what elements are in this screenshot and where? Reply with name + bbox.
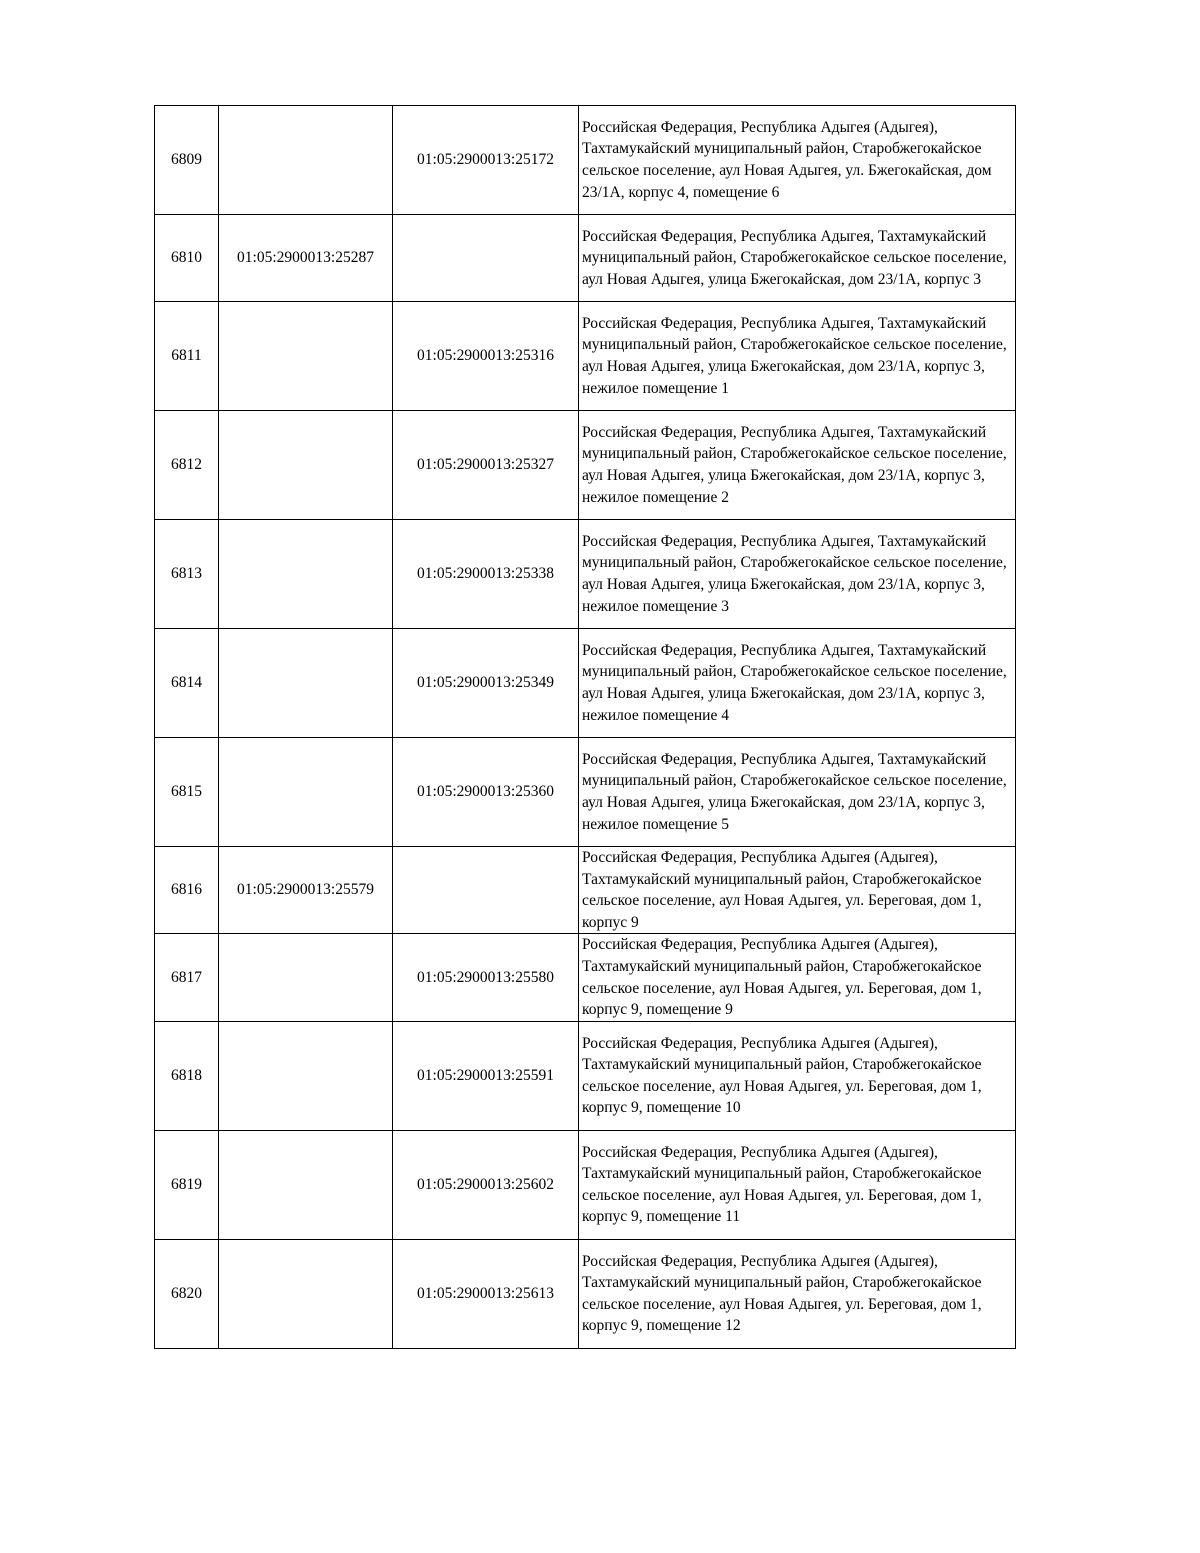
address-cell: Российская Федерация, Республика Адыгея (Адыгея), Тахтамукайский муниципальный район, Старобжегокайское сельское поселение, аул Новая Адыгея, ул. Береговая, дом 1, корпус 9, помещение 9 xyxy=(579,934,1016,1021)
row-number: 6817 xyxy=(155,934,219,1021)
cadastral-number-building xyxy=(219,1021,393,1130)
row-number: 6819 xyxy=(155,1130,219,1239)
row-number: 6809 xyxy=(155,106,219,215)
table-row xyxy=(155,520,1016,629)
table-row xyxy=(155,215,1016,302)
address-cell: Российская Федерация, Республика Адыгея, Тахтамукайский муниципальный район, Старобжегокайское сельское поселение, аул Новая Адыгея, улица Бжегокайская, дом 23/1А, корпус 3, нежилое помещение 1 xyxy=(579,302,1016,411)
cadastral-number-premises: 01:05:2900013:25591 xyxy=(393,1021,579,1130)
address-cell: Российская Федерация, Республика Адыгея, Тахтамукайский муниципальный район, Старобжегокайское сельское поселение, аул Новая Адыгея, улица Бжегокайская, дом 23/1А, корпус 3, нежилое помещение 2 xyxy=(579,411,1016,520)
cadastral-number-building: 01:05:2900013:25287 xyxy=(219,215,393,302)
cadastral-number-premises xyxy=(393,847,579,934)
cadastral-number-building xyxy=(219,1130,393,1239)
row-number: 6813 xyxy=(155,520,219,629)
table-row xyxy=(155,302,1016,411)
cadastral-number-premises: 01:05:2900013:25316 xyxy=(393,302,579,411)
cadastral-number-premises: 01:05:2900013:25338 xyxy=(393,520,579,629)
address-cell: Российская Федерация, Республика Адыгея (Адыгея), Тахтамукайский муниципальный район, Старобжегокайское сельское поселение, аул Новая Адыгея, ул. Береговая, дом 1, корпус 9 xyxy=(579,847,1016,934)
row-number: 6810 xyxy=(155,215,219,302)
cadastral-number-premises: 01:05:2900013:25349 xyxy=(393,629,579,738)
row-number: 6812 xyxy=(155,411,219,520)
cadastral-number-building xyxy=(219,106,393,215)
cadastral-number-building xyxy=(219,1239,393,1348)
cadastral-number-building xyxy=(219,934,393,1021)
table-row xyxy=(155,411,1016,520)
table-row xyxy=(155,1021,1016,1130)
cadastral-number-premises: 01:05:2900013:25613 xyxy=(393,1239,579,1348)
cadastral-number-premises: 01:05:2900013:25602 xyxy=(393,1130,579,1239)
address-cell: Российская Федерация, Республика Адыгея (Адыгея), Тахтамукайский муниципальный район, Старобжегокайское сельское поселение, аул Новая Адыгея, ул. Бжегокайская, дом 23/1А, корпус 4, помещение 6 xyxy=(579,106,1016,215)
cadastral-number-premises: 01:05:2900013:25360 xyxy=(393,738,579,847)
cadastral-number-building xyxy=(219,629,393,738)
property-table xyxy=(154,105,1016,1349)
address-cell: Российская Федерация, Республика Адыгея, Тахтамукайский муниципальный район, Старобжегокайское сельское поселение, аул Новая Адыгея, улица Бжегокайская, дом 23/1А, корпус 3 xyxy=(579,215,1016,302)
address-cell: Российская Федерация, Республика Адыгея (Адыгея), Тахтамукайский муниципальный район, Старобжегокайское сельское поселение, аул Новая Адыгея, ул. Береговая, дом 1, корпус 9, помещение 11 xyxy=(579,1130,1016,1239)
cadastral-number-premises: 01:05:2900013:25327 xyxy=(393,411,579,520)
property-table-body xyxy=(155,106,1016,1349)
address-cell: Российская Федерация, Республика Адыгея, Тахтамукайский муниципальный район, Старобжегокайское сельское поселение, аул Новая Адыгея, улица Бжегокайская, дом 23/1А, корпус 3, нежилое помещение 3 xyxy=(579,520,1016,629)
cadastral-number-building: 01:05:2900013:25579 xyxy=(219,847,393,934)
table-row xyxy=(155,738,1016,847)
address-cell: Российская Федерация, Республика Адыгея, Тахтамукайский муниципальный район, Старобжегокайское сельское поселение, аул Новая Адыгея, улица Бжегокайская, дом 23/1А, корпус 3, нежилое помещение 5 xyxy=(579,738,1016,847)
cadastral-number-building xyxy=(219,520,393,629)
cadastral-number-premises: 01:05:2900013:25172 xyxy=(393,106,579,215)
cadastral-number-building xyxy=(219,411,393,520)
table-row xyxy=(155,629,1016,738)
row-number: 6814 xyxy=(155,629,219,738)
table-row xyxy=(155,106,1016,215)
address-cell: Российская Федерация, Республика Адыгея, Тахтамукайский муниципальный район, Старобжегокайское сельское поселение, аул Новая Адыгея, улица Бжегокайская, дом 23/1А, корпус 3, нежилое помещение 4 xyxy=(579,629,1016,738)
cadastral-number-premises xyxy=(393,215,579,302)
row-number: 6818 xyxy=(155,1021,219,1130)
table-row xyxy=(155,847,1016,934)
cadastral-number-building xyxy=(219,302,393,411)
row-number: 6811 xyxy=(155,302,219,411)
row-number: 6816 xyxy=(155,847,219,934)
address-cell: Российская Федерация, Республика Адыгея (Адыгея), Тахтамукайский муниципальный район, Старобжегокайское сельское поселение, аул Новая Адыгея, ул. Береговая, дом 1, корпус 9, помещение 10 xyxy=(579,1021,1016,1130)
cadastral-number-building xyxy=(219,738,393,847)
table-row xyxy=(155,1239,1016,1348)
table-row xyxy=(155,934,1016,1021)
table-row xyxy=(155,1130,1016,1239)
row-number: 6815 xyxy=(155,738,219,847)
cadastral-number-premises: 01:05:2900013:25580 xyxy=(393,934,579,1021)
address-cell: Российская Федерация, Республика Адыгея (Адыгея), Тахтамукайский муниципальный район, Старобжегокайское сельское поселение, аул Новая Адыгея, ул. Береговая, дом 1, корпус 9, помещение 12 xyxy=(579,1239,1016,1348)
row-number: 6820 xyxy=(155,1239,219,1348)
